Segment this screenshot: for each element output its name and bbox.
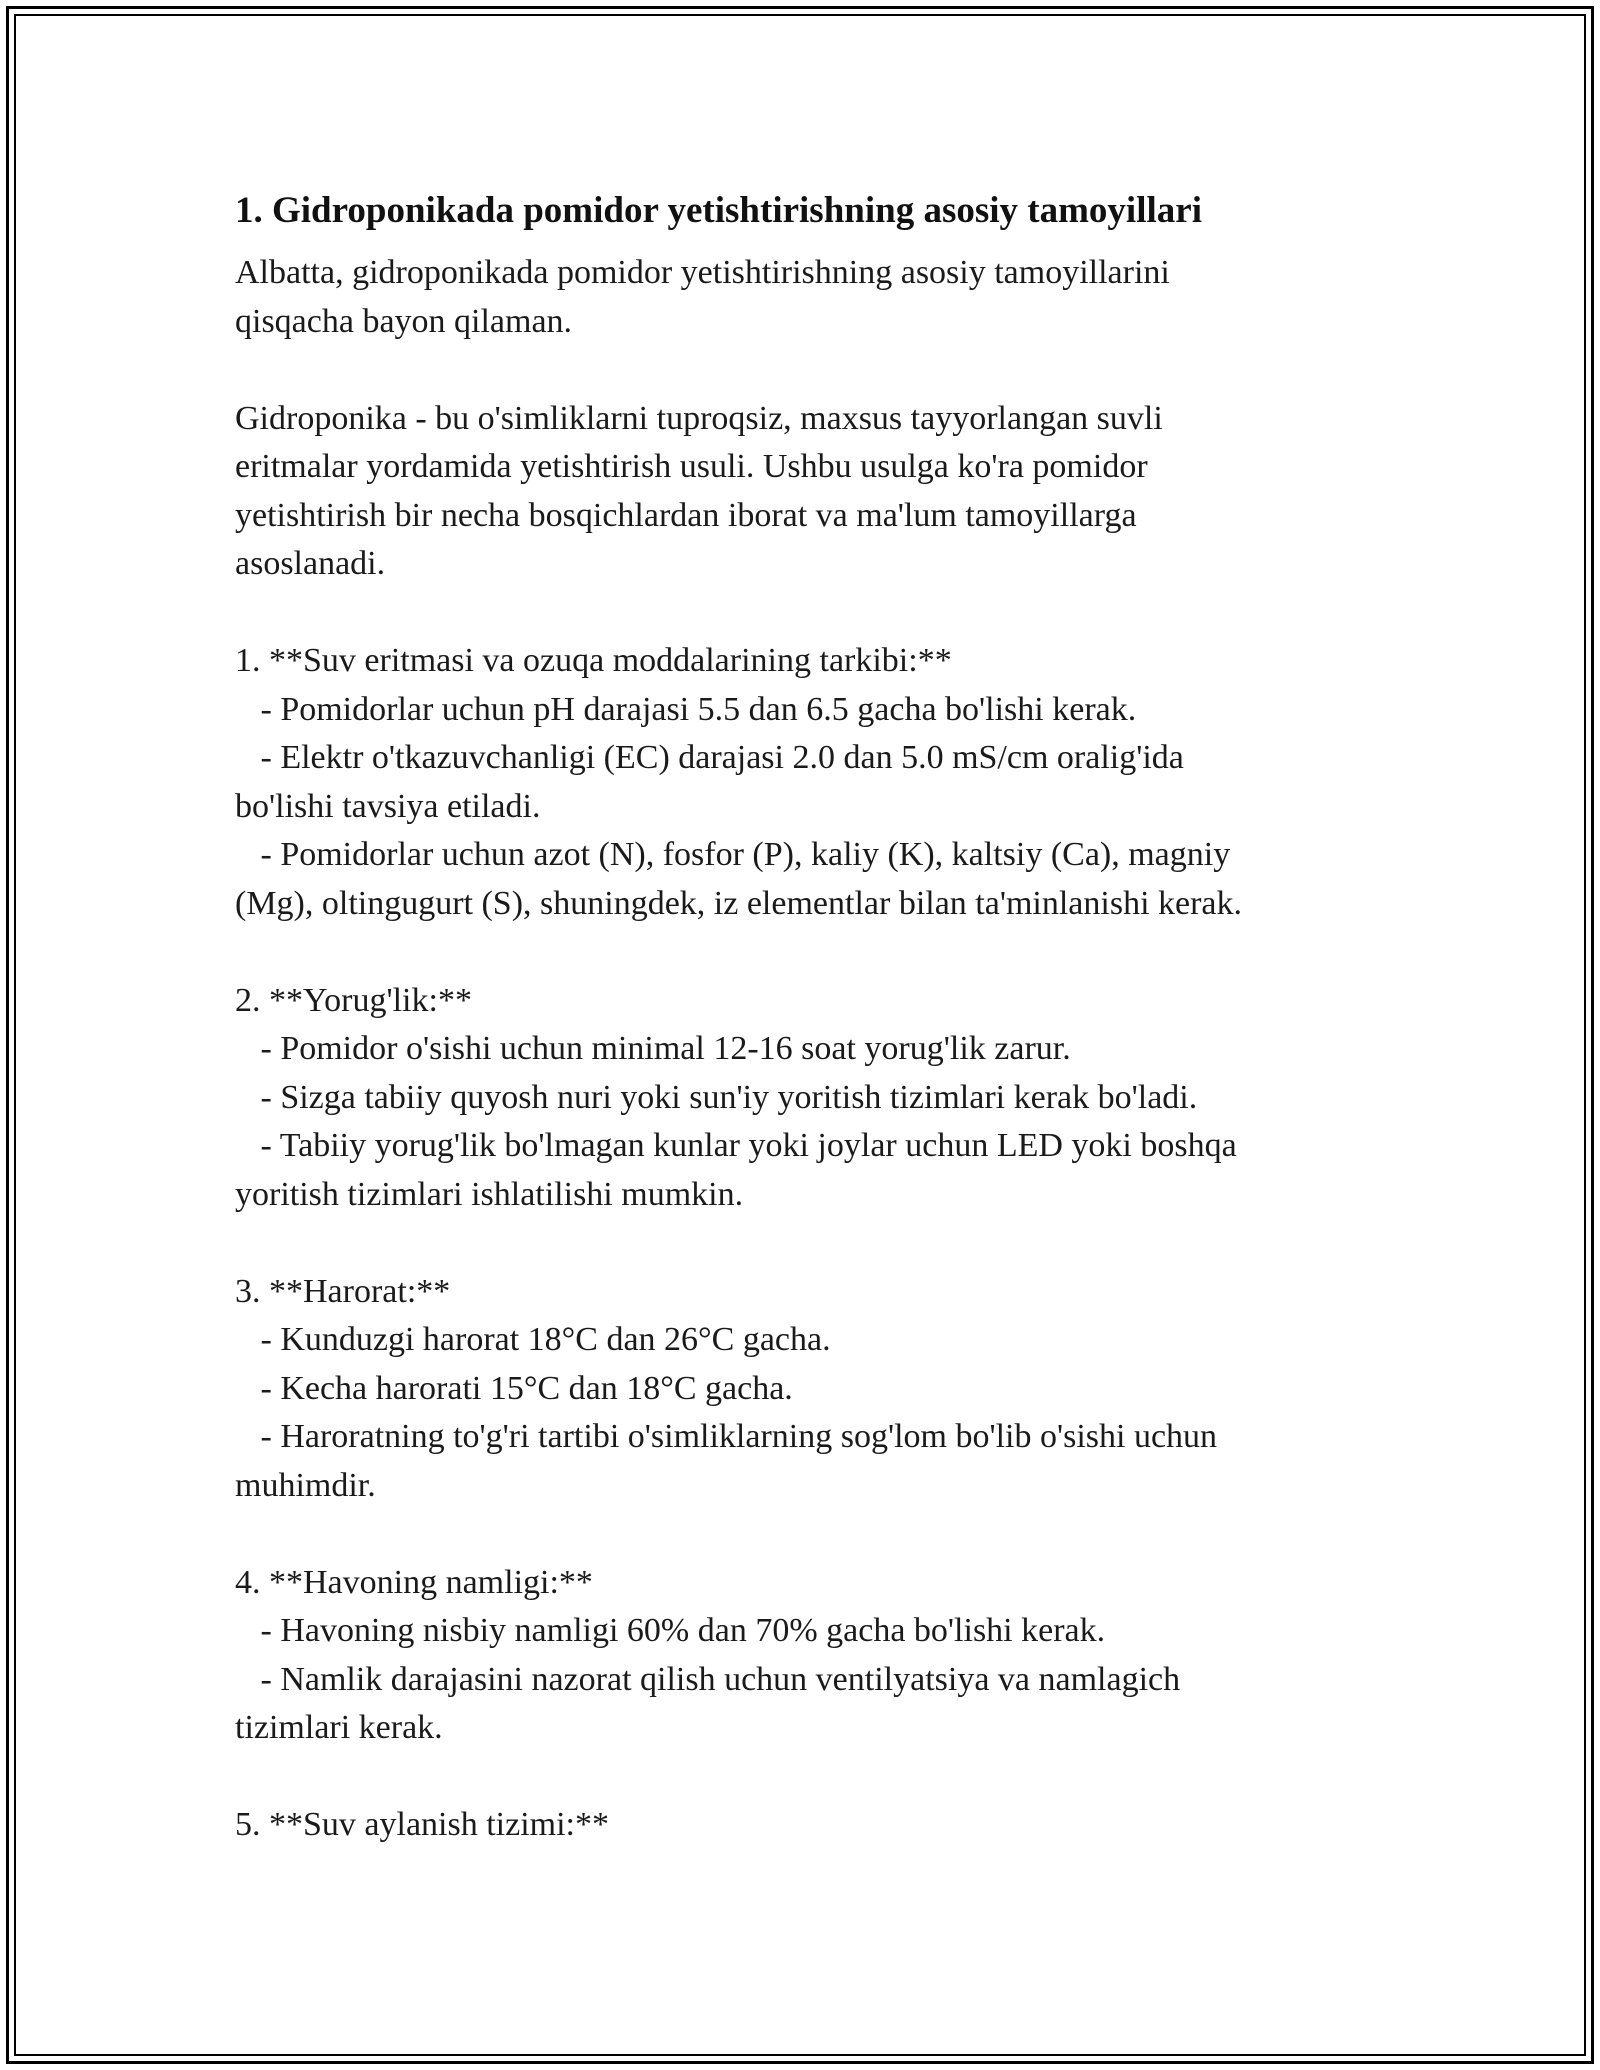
- text-line: 5. **Suv aylanish tizimi:**: [235, 1806, 609, 1843]
- text-line: Albatta, gidroponikada pomidor yetishtirishning asosiy tamoyillarini: [235, 254, 1170, 291]
- text-line: - Namlik darajasini nazorat qilish uchun ventilyatsiya va namlagich: [235, 1660, 1181, 1698]
- text-line: - Havoning nisbiy namligi 60% dan 70% gacha bo'lishi kerak.: [235, 1612, 1106, 1649]
- text-line: - Elektr o'tkazuvchanligi (EC) darajasi 2.0 dan 5.0 mS/cm oralig'ida: [235, 739, 1184, 776]
- text-line: - Haroratning to'g'ri tartibi o'simliklarning sog'lom bo'lib o'sishi uchun: [235, 1418, 1218, 1455]
- blank-line: [235, 1510, 1380, 1559]
- text-line: eritmalar yordamida yetishtirish usuli. Ushbu usulga ko'ra pomidor: [235, 448, 1148, 485]
- document-page: [235, 185, 1380, 1850]
- document-body: [235, 249, 1380, 1850]
- document-title: 1. Gidroponikada pomidor yetishtirishning asosiy tamoyillari: [235, 190, 1202, 231]
- blank-line: [235, 346, 1380, 395]
- text-line: - Pomidorlar uchun azot (N), fosfor (P), kaliy (K), kaltsiy (Ca), magniy: [235, 836, 1231, 873]
- text-line: 3. **Harorat:**: [235, 1272, 451, 1310]
- blank-line: [235, 928, 1380, 977]
- text-line: Gidroponika - bu o'simliklarni tuproqsiz, maxsus tayyorlangan suvli: [235, 399, 1163, 437]
- text-line: qisqacha bayon qilaman.: [235, 302, 573, 340]
- text-line: yoritish tizimlari ishlatilishi mumkin.: [235, 1175, 744, 1213]
- text-line: bo'lishi tavsiya etiladi.: [235, 787, 541, 825]
- text-line: (Mg), oltingugurt (S), shuningdek, iz elementlar bilan ta'minlanishi kerak.: [235, 884, 1243, 922]
- text-line: - Pomidor o'sishi uchun minimal 12-16 soat yorug'lik zarur.: [235, 1030, 1071, 1067]
- text-line: 2. **Yorug'lik:**: [235, 981, 472, 1019]
- text-line: muhimdir.: [235, 1466, 376, 1504]
- blank-line: [235, 1753, 1380, 1802]
- text-line: 1. **Suv eritmasi va ozuqa moddalarining tarkibi:**: [235, 642, 952, 679]
- blank-line: [235, 1219, 1380, 1268]
- text-line: tizimlari kerak.: [235, 1709, 443, 1746]
- text-line: yetishtirish bir necha bosqichlardan iborat va ma'lum tamoyillarga: [235, 496, 1137, 534]
- text-line: asoslanadi.: [235, 545, 386, 582]
- blank-line: [235, 589, 1380, 638]
- text-line: 4. **Havoning namligi:**: [235, 1563, 593, 1601]
- text-line: - Tabiiy yorug'lik bo'lmagan kunlar yoki joylar uchun LED yoki boshqa: [235, 1127, 1237, 1164]
- text-line: - Kunduzgi harorat 18°C dan 26°C gacha.: [235, 1321, 831, 1358]
- text-line: - Sizga tabiiy quyosh nuri yoki sun'iy yoritish tizimlari kerak bo'ladi.: [235, 1078, 1198, 1116]
- text-line: - Pomidorlar uchun pH darajasi 5.5 dan 6.5 gacha bo'lishi kerak.: [235, 690, 1137, 728]
- text-line: - Kecha harorati 15°C dan 18°C gacha.: [235, 1369, 793, 1407]
